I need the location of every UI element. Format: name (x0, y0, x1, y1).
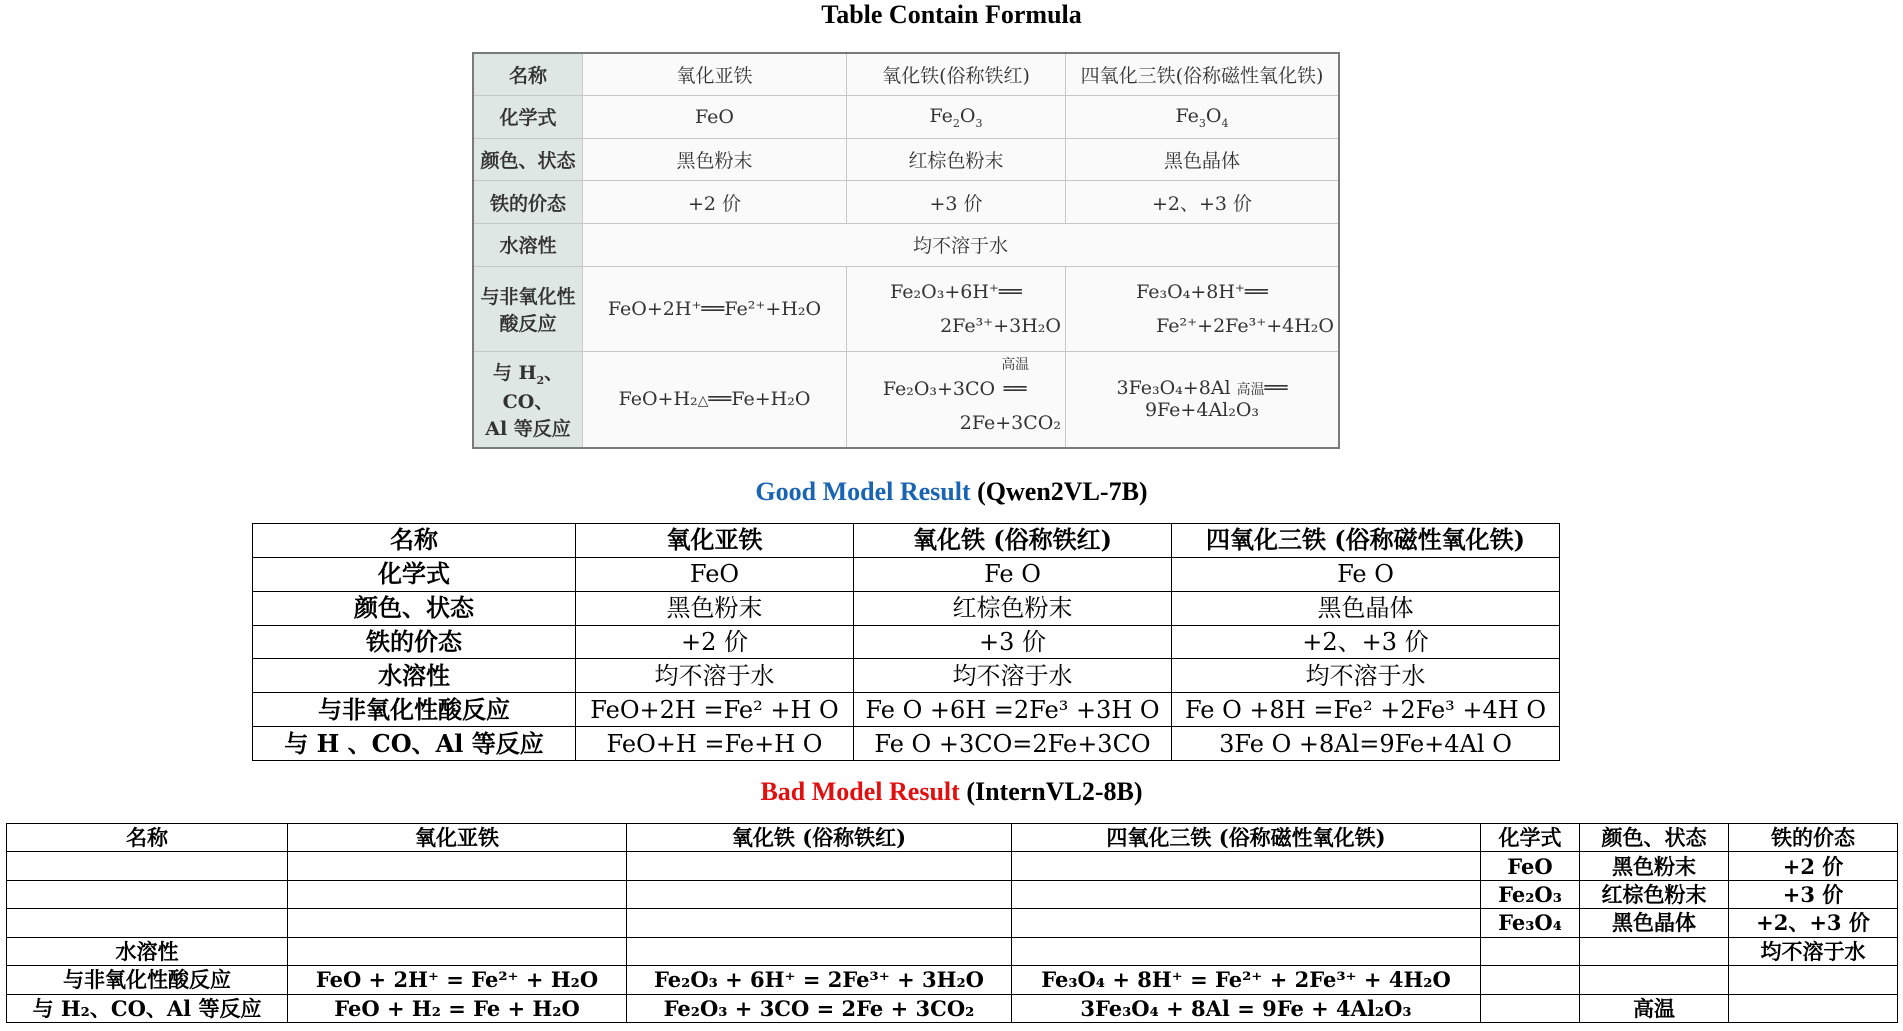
scan-label-acid: 与非氧化性酸反应 (473, 266, 583, 351)
bad-cell (288, 852, 627, 880)
good-cell: 3Fe O +8Al=9Fe+4Al O (1172, 727, 1560, 761)
good-cell: 黑色粉末 (576, 591, 854, 625)
bad-result-table (6, 823, 1898, 1023)
bad-result-title: Bad Model Result (InternVL2-8B) (760, 777, 1143, 806)
bad-cell: FeO + H₂ = Fe + H₂O (288, 994, 627, 1022)
scan-header-fe3o4: 四氧化三铁(俗称磁性氧化铁) (1066, 53, 1340, 96)
good-cell: 氧化亚铁 (576, 524, 854, 558)
scan-header-feo: 氧化亚铁 (583, 53, 847, 96)
bad-cell (627, 880, 1012, 908)
bad-cell: 名称 (7, 824, 288, 852)
scan-acid-fe2o3: Fe₂O₃+6H⁺══ 2Fe³⁺+3H₂O (847, 266, 1066, 351)
bad-cell (288, 880, 627, 908)
bad-cell: 氧化铁 (俗称铁红) (627, 824, 1012, 852)
bad-cell: 高温 (1580, 994, 1729, 1022)
bad-cell (1012, 852, 1481, 880)
scan-solubility: 均不溶于水 (583, 224, 1340, 267)
bad-cell: 3Fe₃O₄ + 8Al = 9Fe + 4Al₂O₃ (1012, 994, 1481, 1022)
scan-header-fe2o3: 氧化铁(俗称铁红) (847, 53, 1066, 96)
bad-cell: +2、+3 价 (1729, 909, 1898, 937)
bad-cell (7, 880, 288, 908)
bad-cell (1012, 909, 1481, 937)
bad-cell (1481, 966, 1580, 994)
good-cell: 均不溶于水 (1172, 659, 1560, 693)
bad-cell (1012, 937, 1481, 965)
bad-cell: Fe₂O₃ + 6H⁺ = 2Fe³⁺ + 3H₂O (627, 966, 1012, 994)
scan-color-fe2o3: 红棕色粉末 (847, 138, 1066, 181)
bad-cell: 化学式 (1481, 824, 1580, 852)
good-cell: Fe O +3CO=2Fe+3CO (854, 727, 1172, 761)
good-result-table (252, 523, 1560, 761)
bad-cell: 均不溶于水 (1729, 937, 1898, 965)
scan-label-solubility: 水溶性 (473, 224, 583, 267)
good-cell: +2 价 (576, 625, 854, 659)
scan-label-formula: 化学式 (473, 96, 583, 139)
bad-cell: 黑色粉末 (1580, 852, 1729, 880)
good-result-title: Good Model Result (Qwen2VL-7B) (755, 477, 1148, 506)
good-cell: 氧化铁 (俗称铁红) (854, 524, 1172, 558)
good-cell: FeO+H =Fe+H O (576, 727, 854, 761)
scan-label-valence: 铁的价态 (473, 181, 583, 224)
bad-cell (1481, 937, 1580, 965)
bad-cell: 颜色、状态 (1580, 824, 1729, 852)
good-cell: 与 H 、CO、Al 等反应 (253, 727, 576, 761)
bad-cell (627, 852, 1012, 880)
bad-cell: FeO + 2H⁺ = Fe²⁺ + H₂O (288, 966, 627, 994)
bad-cell: Fe₃O₄ + 8H⁺ = Fe²⁺ + 2Fe³⁺ + 4H₂O (1012, 966, 1481, 994)
bad-cell: 与非氧化性酸反应 (7, 966, 288, 994)
bad-cell: 与 H₂、CO、Al 等反应 (7, 994, 288, 1022)
scan-formula-fe3o4: $Fe_3O_4$ (1066, 96, 1340, 139)
bad-cell: 红棕色粉末 (1580, 880, 1729, 908)
bad-cell: +2 价 (1729, 852, 1898, 880)
good-cell: Fe O (854, 557, 1172, 591)
bad-cell (627, 909, 1012, 937)
bad-cell (1481, 994, 1580, 1022)
bad-cell (288, 909, 627, 937)
scan-color-feo: 黑色粉末 (583, 138, 847, 181)
bad-cell (1729, 994, 1898, 1022)
bad-cell: Fe₂O₃ + 3CO = 2Fe + 3CO₂ (627, 994, 1012, 1022)
good-cell: Fe O +8H =Fe² +2Fe³ +4H O (1172, 693, 1560, 727)
bad-cell (1729, 966, 1898, 994)
good-cell: 颜色、状态 (253, 591, 576, 625)
good-cell: 与非氧化性酸反应 (253, 693, 576, 727)
bad-cell: 氧化亚铁 (288, 824, 627, 852)
bad-cell (1012, 880, 1481, 908)
scan-valence-feo: +2 价 (583, 181, 847, 224)
bad-cell (288, 937, 627, 965)
scan-reduce-fe2o3: Fe₂O₃+3CO 高温 ══ 2Fe+3CO₂ (847, 351, 1066, 448)
bad-cell (627, 937, 1012, 965)
scanned-table (472, 52, 1340, 449)
good-cell: 黑色晶体 (1172, 591, 1560, 625)
good-cell: Fe O +6H =2Fe³ +3H O (854, 693, 1172, 727)
heat-symbol: △ (697, 393, 709, 410)
good-cell: 均不溶于水 (576, 659, 854, 693)
bad-cell: 水溶性 (7, 937, 288, 965)
bad-cell: FeO (1481, 852, 1580, 880)
bad-cell (1580, 966, 1729, 994)
scan-acid-fe3o4: Fe₃O₄+8H⁺══ Fe²⁺+2Fe³⁺+4H₂O (1066, 266, 1340, 351)
bad-cell: Fe₃O₄ (1481, 909, 1580, 937)
good-cell: 化学式 (253, 557, 576, 591)
scan-reduce-fe3o4: 3Fe₃O₄+8Al 高温 ══ 9Fe+4Al₂O₃ (1066, 351, 1340, 448)
top-title: Table Contain Formula (821, 0, 1082, 29)
good-cell: FeO (576, 557, 854, 591)
scan-reduce-feo: FeO+H₂ △ ══Fe+H₂O (583, 351, 847, 448)
bad-cell: Fe₂O₃ (1481, 880, 1580, 908)
good-cell: FeO+2H =Fe² +H O (576, 693, 854, 727)
bad-cell (7, 909, 288, 937)
scan-formula-fe2o3: $Fe_2O_3$ (847, 96, 1066, 139)
good-cell: 水溶性 (253, 659, 576, 693)
scan-label-color: 颜色、状态 (473, 138, 583, 181)
bad-cell: 铁的价态 (1729, 824, 1898, 852)
good-cell: 四氧化三铁 (俗称磁性氧化铁) (1172, 524, 1560, 558)
scan-color-fe3o4: 黑色晶体 (1066, 138, 1340, 181)
good-cell: +3 价 (854, 625, 1172, 659)
scan-label-reduce: 与 $H_2$、CO、 Al 等反应 (473, 351, 583, 448)
good-cell: Fe O (1172, 557, 1560, 591)
scan-acid-feo: FeO+2H⁺══Fe²⁺+H₂O (583, 266, 847, 351)
good-cell: +2、+3 价 (1172, 625, 1560, 659)
bad-cell (1580, 937, 1729, 965)
scan-formula-feo: FeO (583, 96, 847, 139)
good-cell: 名称 (253, 524, 576, 558)
scan-valence-fe3o4: +2、+3 价 (1066, 181, 1340, 224)
good-cell: 均不溶于水 (854, 659, 1172, 693)
good-cell: 铁的价态 (253, 625, 576, 659)
good-cell: 红棕色粉末 (854, 591, 1172, 625)
bad-cell: +3 价 (1729, 880, 1898, 908)
scan-valence-fe2o3: +3 价 (847, 181, 1066, 224)
bad-cell (7, 852, 288, 880)
scan-header-name: 名称 (473, 53, 583, 96)
bad-cell: 黑色晶体 (1580, 909, 1729, 937)
bad-cell: 四氧化三铁 (俗称磁性氧化铁) (1012, 824, 1481, 852)
